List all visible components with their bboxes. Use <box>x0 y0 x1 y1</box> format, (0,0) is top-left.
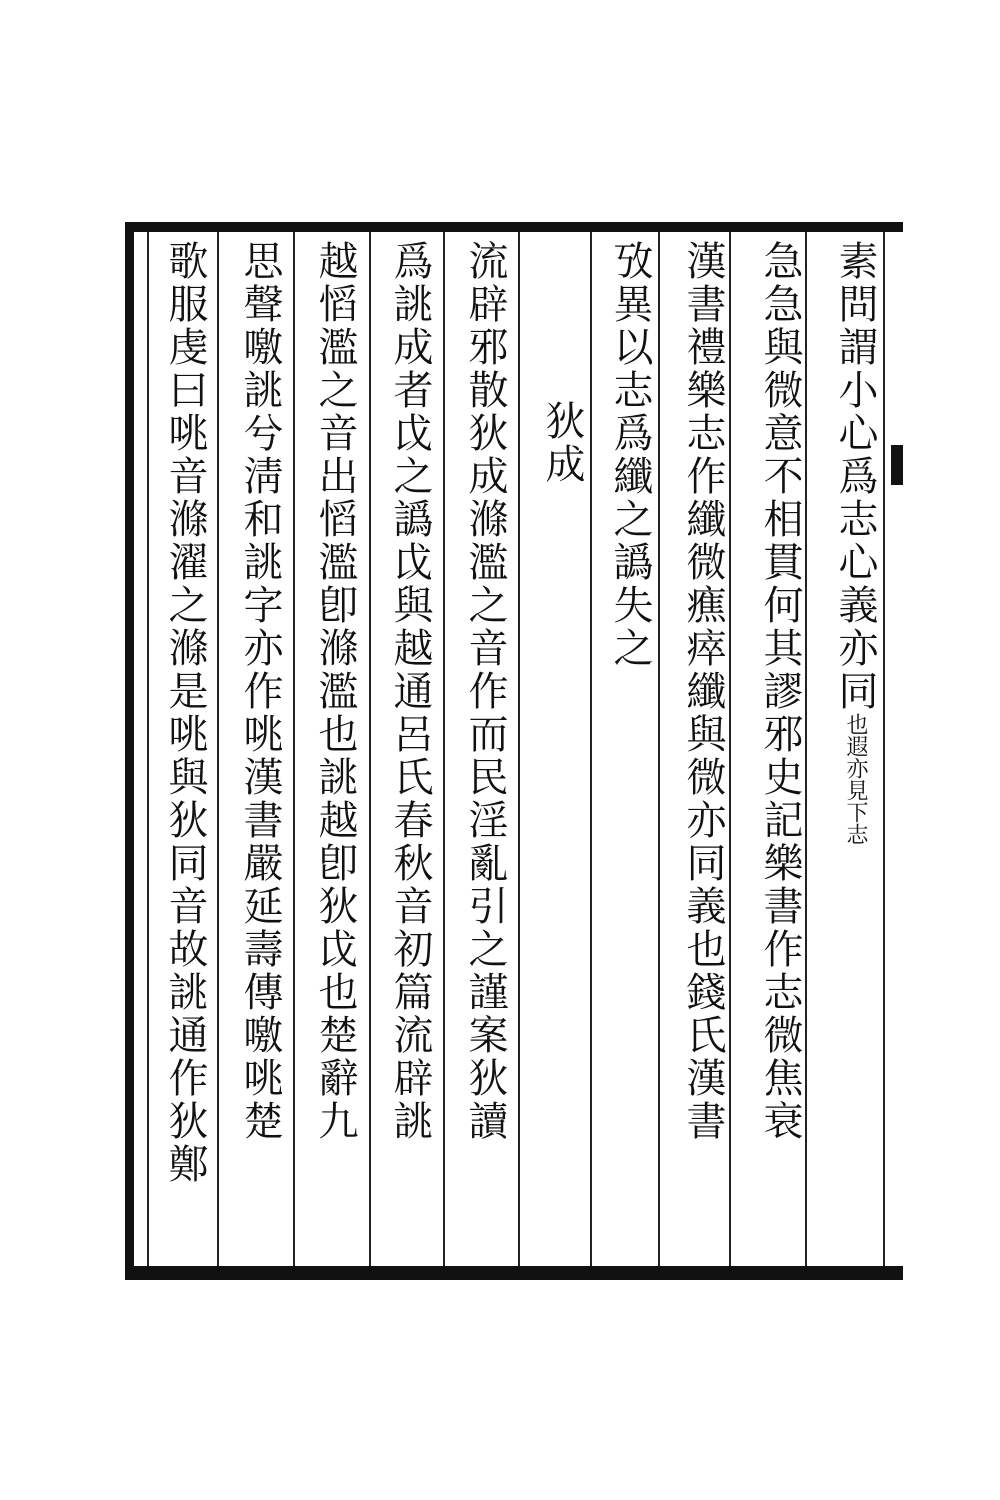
column-text: 急急與微意不相貫何其謬邪史記樂書作志微焦衰 <box>757 240 803 1143</box>
column-text: 越慆濫之音出慆濫卽滌濫也誂越卽狄戉也楚辭九 <box>312 240 358 1143</box>
column-text: 爲誂成者戉之譌戉與越通呂氏春秋音初篇流辟誂 <box>387 240 433 1143</box>
text-column-6 <box>460 240 510 1260</box>
column-rule <box>293 232 295 1266</box>
column-rule <box>443 232 445 1266</box>
column-text: 素問謂小心爲志心義亦同 <box>832 240 878 713</box>
border-bottom <box>125 1266 903 1280</box>
border-inner-left <box>147 232 149 1266</box>
column-text: 歌服虔曰咷音滌濯之滌是咷與狄同音故誂通作狄鄭 <box>162 240 208 1186</box>
column-text: 攷異以志爲纖之譌失之 <box>607 240 653 670</box>
text-column-10 <box>160 240 210 1260</box>
text-column-8 <box>310 240 360 1260</box>
column-rule <box>590 232 592 1266</box>
column-rule <box>805 232 807 1266</box>
heading-text: 狄成 <box>539 400 585 486</box>
text-column-3 <box>678 240 728 1260</box>
column-text: 漢書禮樂志作纖微癄瘁纖與微亦同義也錢氏漢書 <box>680 240 726 1143</box>
fold-mark <box>891 445 903 485</box>
column-text: 流辟邪散狄成滌濫之音作而民淫亂引之謹案狄讀 <box>462 240 508 1143</box>
column-rule <box>883 232 885 1266</box>
column-text: 思聲噭誂兮淸和誂字亦作咷漢書嚴延壽傳噭咷楚 <box>237 240 283 1143</box>
column-rule <box>729 232 731 1266</box>
text-column-2 <box>755 240 805 1260</box>
text-column-1 <box>830 240 880 1260</box>
text-column-4 <box>605 240 655 1260</box>
border-left <box>125 222 134 1280</box>
column-rule <box>369 232 371 1266</box>
column-rule <box>518 232 520 1266</box>
border-top <box>125 222 903 232</box>
column-rule <box>217 232 219 1266</box>
text-column-9 <box>235 240 285 1260</box>
section-heading <box>537 400 587 1420</box>
column-rule <box>658 232 660 1266</box>
text-column-7 <box>385 240 435 1260</box>
column-note: 也遐亦見下志 <box>843 713 868 845</box>
